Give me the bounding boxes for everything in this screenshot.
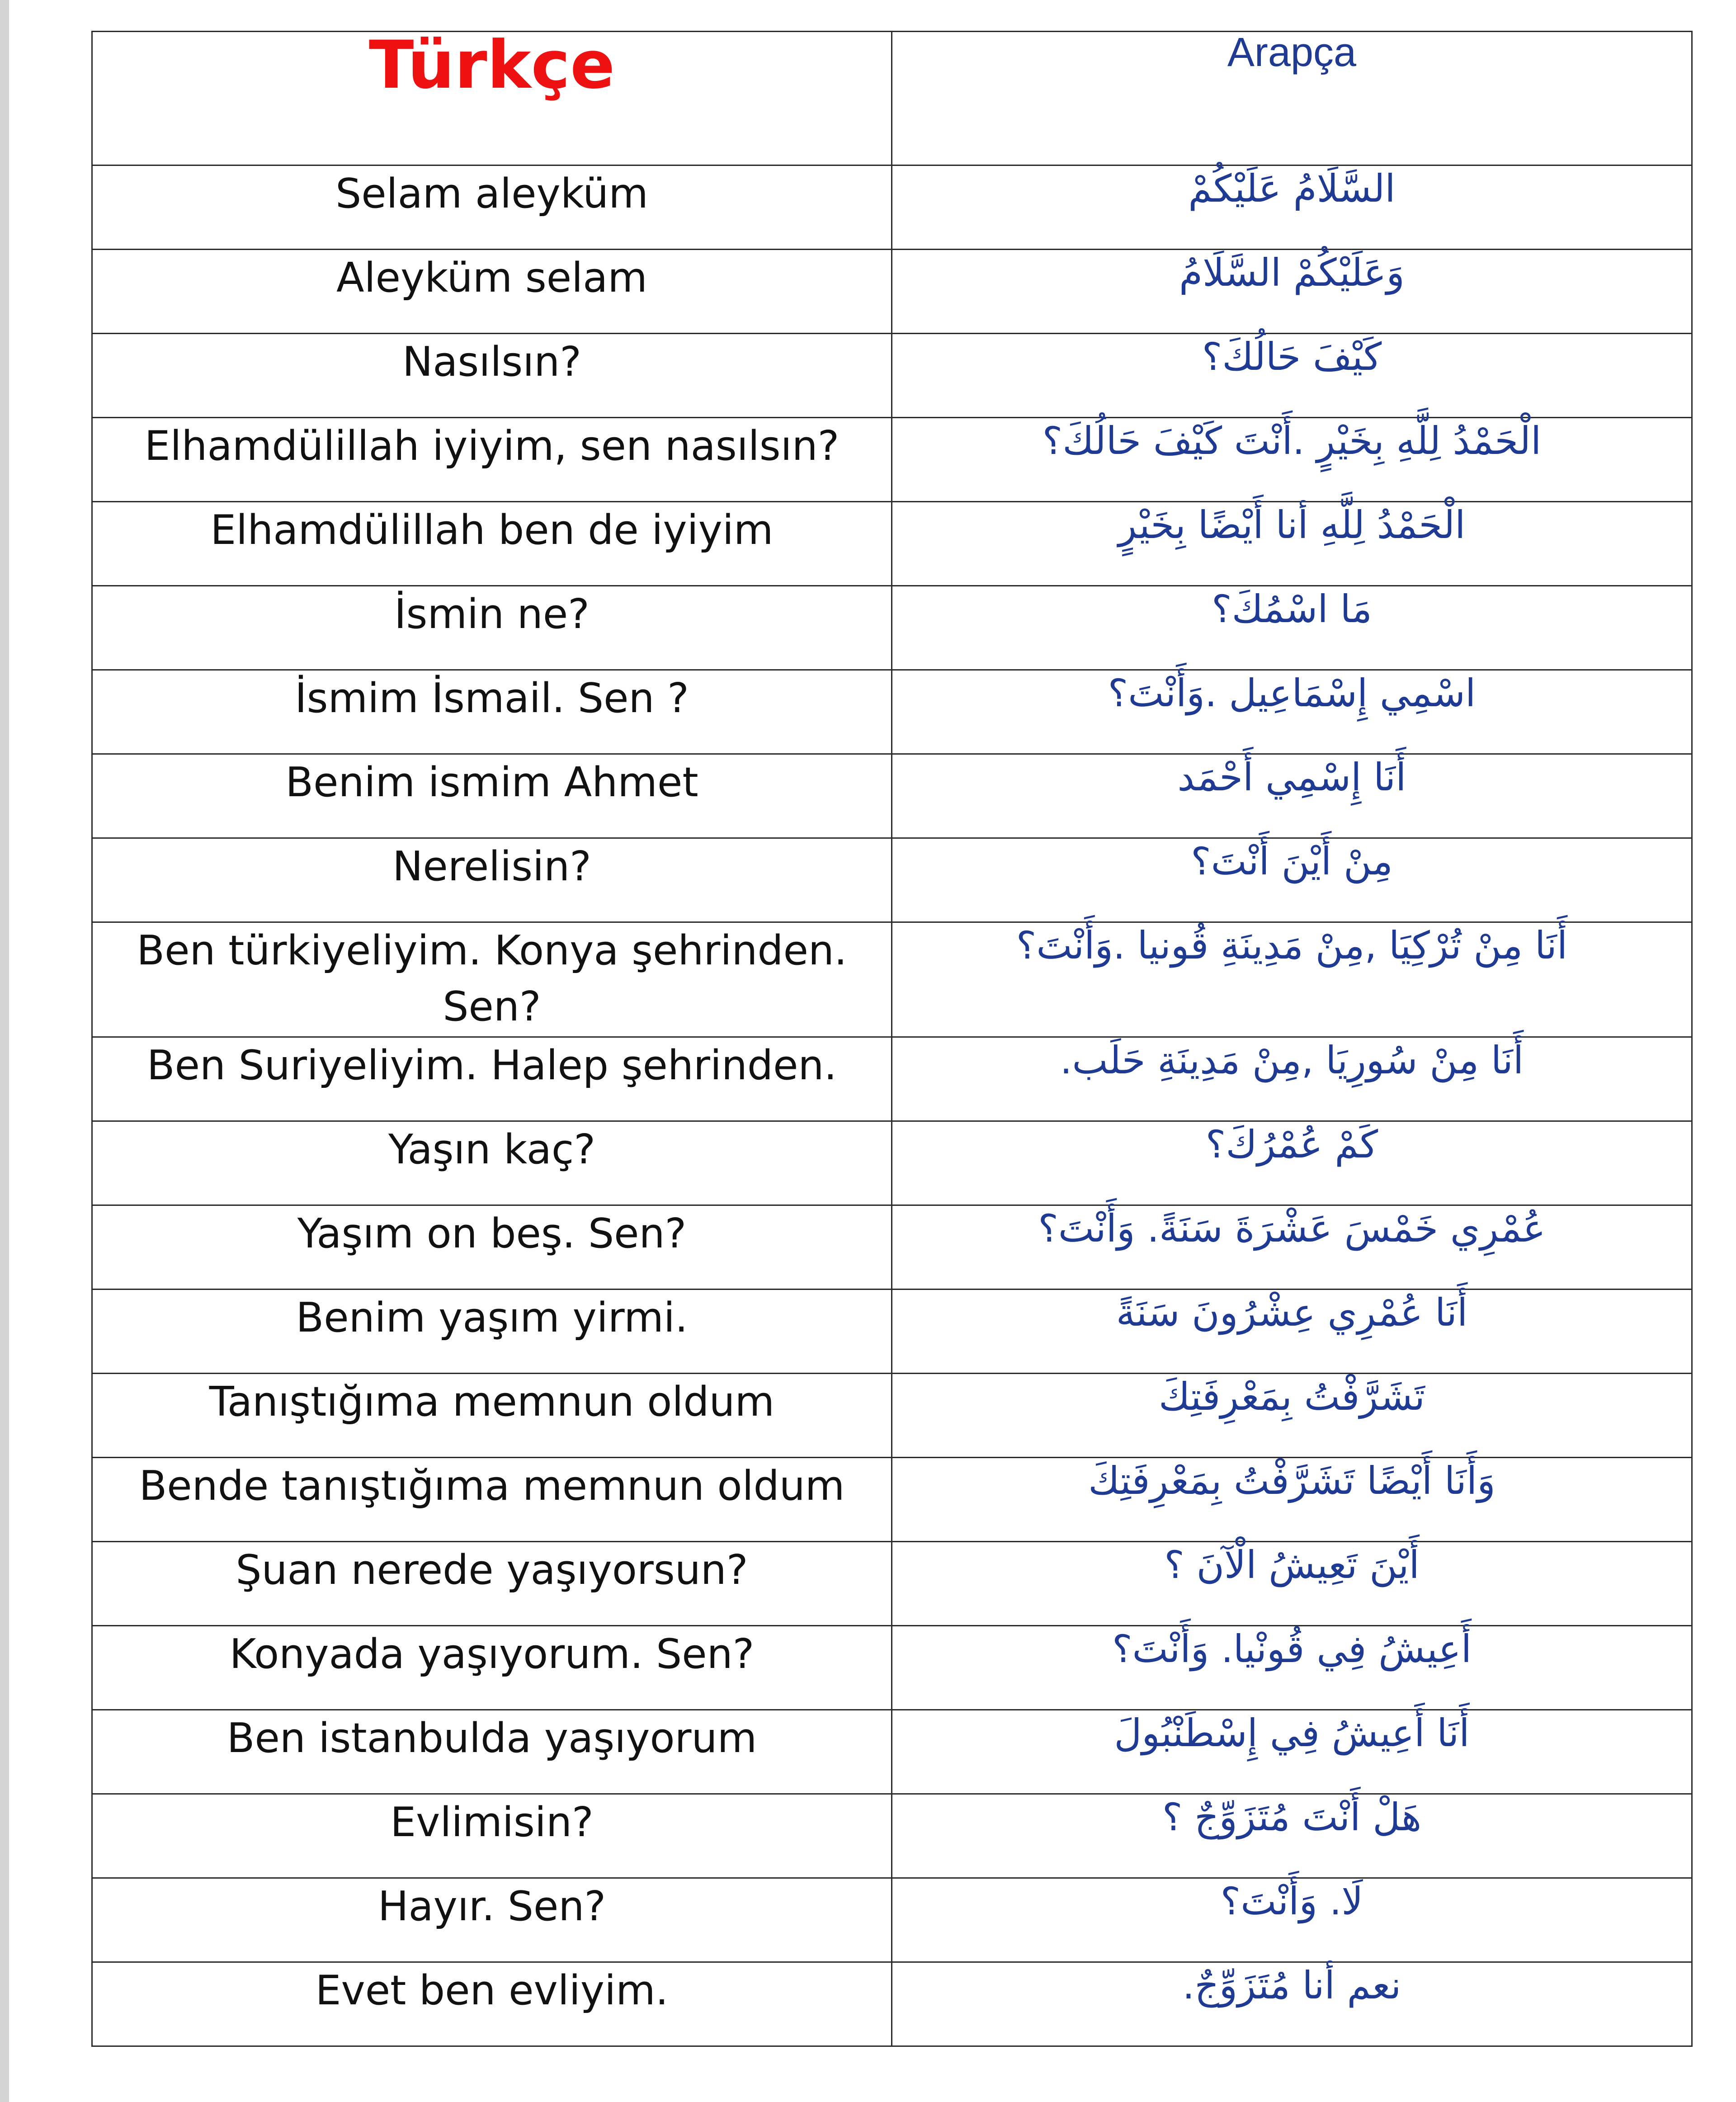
header-turkish: Türkçe [92, 32, 892, 165]
turkish-phrase: Bende tanıştığıma memnun oldum [92, 1458, 892, 1542]
arabic-phrase: اسْمِي إِسْمَاعِيل .وَأَنْتَ؟ [892, 670, 1692, 754]
turkish-phrase: Elhamdülillah ben de iyiyim [92, 502, 892, 586]
table-row [92, 418, 1692, 502]
arabic-phrase: السَّلَامُ عَلَيْكُمْ [892, 165, 1692, 250]
arabic-phrase: الْحَمْدُ لِلَّهِ بِخَيْرٍ .أَنْتَ كَيْفَ حَالُكَ؟ [892, 418, 1692, 502]
turkish-phrase: İsmim İsmail. Sen ? [92, 670, 892, 754]
turkish-phrase: Konyada yaşıyorum. Sen? [92, 1626, 892, 1710]
table-row [92, 1037, 1692, 1121]
table-row [92, 670, 1692, 754]
arabic-phrase: عُمْرِي خَمْسَ عَشْرَةَ سَنَةً. وَأَنْتَ؟ [892, 1205, 1692, 1290]
arabic-phrase: نعم أنا مُتَزَوِّجٌ. [892, 1962, 1692, 2046]
table-row [92, 165, 1692, 250]
document-page [9, 0, 1736, 2102]
arabic-phrase: أَيْنَ تَعِيشُ الْآنَ ؟ [892, 1542, 1692, 1626]
table-header-row [92, 32, 1692, 165]
table-row [92, 1962, 1692, 2046]
arabic-phrase: وَعَلَيْكُمْ السَّلَامُ [892, 250, 1692, 334]
table-row [92, 1710, 1692, 1794]
arabic-phrase: لَا. وَأَنْتَ؟ [892, 1878, 1692, 1962]
table-row [92, 1878, 1692, 1962]
arabic-phrase: هَلْ أَنْتَ مُتَزَوِّجٌ ؟ [892, 1794, 1692, 1878]
table-row [92, 502, 1692, 586]
table-row [92, 1458, 1692, 1542]
table-row [92, 334, 1692, 418]
turkish-phrase: Benim ismim Ahmet [92, 754, 892, 838]
arabic-phrase: أَنَا إِسْمِي أَحْمَد [892, 754, 1692, 838]
table-row [92, 754, 1692, 838]
table-row [92, 1626, 1692, 1710]
table-row [92, 1121, 1692, 1205]
window-left-edge [0, 0, 9, 2102]
arabic-phrase: مَا اسْمُكَ؟ [892, 586, 1692, 670]
arabic-phrase: أَعِيشُ فِي قُونْيا. وَأَنْتَ؟ [892, 1626, 1692, 1710]
arabic-phrase: كَمْ عُمْرُكَ؟ [892, 1121, 1692, 1205]
table-row [92, 250, 1692, 334]
turkish-phrase: Benim yaşım yirmi. [92, 1290, 892, 1374]
turkish-phrase: Nasılsın? [92, 334, 892, 418]
table-row [92, 1205, 1692, 1290]
turkish-phrase: Hayır. Sen? [92, 1878, 892, 1962]
arabic-phrase: أَنَا عُمْرِي عِشْرُونَ سَنَةً [892, 1290, 1692, 1374]
turkish-phrase: Evlimisin? [92, 1794, 892, 1878]
table-row [92, 1794, 1692, 1878]
turkish-phrase: Yaşım on beş. Sen? [92, 1205, 892, 1290]
turkish-phrase: Nerelisin? [92, 838, 892, 922]
table-row [92, 586, 1692, 670]
arabic-phrase: وَأَنَا أَيْضًا تَشَرَّفْتُ بِمَعْرِفَتِكَ [892, 1458, 1692, 1542]
turkish-phrase: Aleyküm selam [92, 250, 892, 334]
table-row [92, 838, 1692, 922]
vocabulary-table [91, 27, 1693, 2047]
arabic-phrase: الْحَمْدُ لِلَّهِ أنا أَيْضًا بِخَيْرٍ [892, 502, 1692, 586]
arabic-phrase: مِنْ أَيْنَ أَنْتَ؟ [892, 838, 1692, 922]
turkish-phrase: Ben istanbulda yaşıyorum [92, 1710, 892, 1794]
turkish-phrase: Yaşın kaç? [92, 1121, 892, 1205]
turkish-phrase: Elhamdülillah iyiyim, sen nasılsın? [92, 418, 892, 502]
arabic-phrase: كَيْفَ حَالُكَ؟ [892, 334, 1692, 418]
table-row [92, 1374, 1692, 1458]
table-row [92, 1542, 1692, 1626]
turkish-phrase: Ben Suriyeliyim. Halep şehrinden. [92, 1037, 892, 1121]
arabic-phrase: تَشَرَّفْتُ بِمَعْرِفَتِكَ [892, 1374, 1692, 1458]
turkish-phrase: İsmin ne? [92, 586, 892, 670]
arabic-phrase: أَنَا مِنْ تُرْكِيَا ,مِنْ مَدِينَةِ قُونيا .وَأَنْتَ؟ [892, 922, 1692, 1037]
turkish-phrase: Tanıştığıma memnun oldum [92, 1374, 892, 1458]
header-arabic: Arapça [892, 32, 1692, 165]
table-row [92, 1290, 1692, 1374]
arabic-phrase: أَنَا مِنْ سُورِيَا ,مِنْ مَدِينَةِ حَلَب. [892, 1037, 1692, 1121]
turkish-phrase: Evet ben evliyim. [92, 1962, 892, 2046]
turkish-phrase: Şuan nerede yaşıyorsun? [92, 1542, 892, 1626]
turkish-phrase: Selam aleyküm [92, 165, 892, 250]
turkish-phrase: Ben türkiyeliyim. Konya şehrinden. Sen? [92, 922, 892, 1037]
table-row [92, 922, 1692, 1037]
arabic-phrase: أَنَا أَعِيشُ فِي إِسْطَنْبُولَ [892, 1710, 1692, 1794]
